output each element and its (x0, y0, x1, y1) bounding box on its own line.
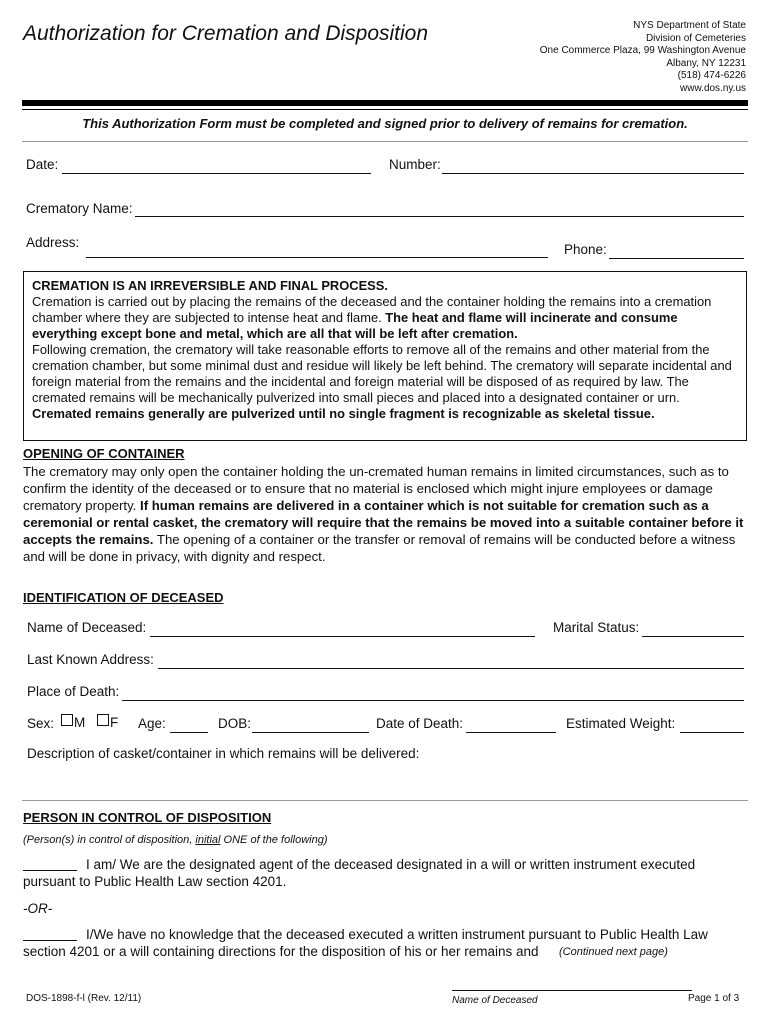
header-thin-rule (22, 109, 748, 110)
sex-male-option[interactable] (61, 714, 85, 730)
last-address-label: Last Known Address: (27, 652, 154, 667)
continued-note: (Continued next page) (559, 946, 668, 958)
warning-bold-text: Cremated remains generally are pulverized until no single fragment is recognizable as skeletal tissue. (32, 406, 655, 421)
number-field[interactable] (442, 173, 744, 174)
date-of-death-field[interactable] (466, 732, 556, 733)
phone-field[interactable] (609, 258, 744, 259)
estimated-weight-field[interactable] (680, 732, 744, 733)
date-label: Date: (26, 157, 59, 172)
option-1-text: I am/ We are the designated agent of the deceased designated in a will or written instrument executed (86, 857, 696, 872)
sex-label: Sex: (27, 716, 55, 731)
opening-paragraph (23, 463, 745, 565)
form-title: Authorization for Cremation and Disposition (23, 22, 429, 45)
sex-female-label: F (110, 715, 119, 730)
phone-label: Phone: (564, 242, 607, 257)
number-label: Number: (389, 157, 441, 172)
warning-paragraph: Cremation is carried out by placing the remains of the deceased and the container holding the remains into a cremation chamber where they are subjected to intense heat and flame. (32, 294, 712, 325)
form-id: DOS-1898-f-l (Rev. 12/11) (26, 993, 142, 1004)
place-of-death-field[interactable] (122, 700, 744, 701)
date-of-death-label: Date of Death: (376, 716, 464, 731)
place-of-death-label: Place of Death: (27, 684, 120, 699)
control-heading: PERSON IN CONTROL OF DISPOSITION (23, 810, 272, 825)
option-2-text-cont: section 4201 or a will containing directions for the disposition of his or her remains and (23, 944, 539, 959)
footer-name-field[interactable] (452, 990, 692, 991)
identification-heading: IDENTIFICATION OF DECEASED (23, 590, 224, 605)
divider (22, 141, 748, 142)
agency-line: Albany, NY 12231 (666, 57, 746, 69)
opening-bold-text: If human remains are delivered in a container which is not suitable for cremation such as a ceremonial or rental casket, the crematory will require that the remains be moved into a suitable container before it accepts the remains. (23, 498, 744, 547)
last-address-field[interactable] (158, 668, 744, 669)
page-number: Page 1 of 3 (688, 993, 740, 1004)
name-of-deceased-field[interactable] (150, 636, 535, 637)
opening-heading: OPENING OF CONTAINER (23, 446, 185, 461)
control-instructions: (Person(s) in control of disposition, initial ONE of the following) (23, 834, 328, 846)
initial-field-option-2[interactable] (23, 940, 77, 941)
warning-heading: CREMATION IS AN IRREVERSIBLE AND FINAL PROCESS. (32, 278, 388, 293)
agency-address-block (540, 20, 746, 96)
option-1-text-cont: pursuant to Public Health Law section 4201. (23, 874, 287, 889)
sex-female-option[interactable] (97, 714, 118, 730)
opening-text: The crematory may only open the container holding the un-cremated human remains in limited circumstances, such as to confirm the identity of the deceased or to ensure that no material is enclosed which might injure employees or damage crematory property. (23, 464, 729, 513)
dob-field[interactable] (252, 732, 369, 733)
crematory-name-field[interactable] (135, 216, 744, 217)
warning-bold-text: The heat and flame will incinerate and consume everything except bone and metal, which are all that will be left after cremation. (32, 310, 678, 341)
agency-line: NYS Department of State (633, 20, 746, 31)
address-label: Address: (26, 235, 80, 250)
estimated-weight-label: Estimated Weight: (566, 716, 676, 731)
address-field[interactable] (86, 257, 548, 258)
footer-name-label: Name of Deceased (452, 995, 538, 1006)
checkbox-male[interactable] (61, 714, 73, 726)
sex-male-label: M (74, 715, 86, 730)
agency-line: www.dos.ny.us (680, 82, 746, 94)
name-of-deceased-label: Name of Deceased: (27, 620, 147, 635)
age-label: Age: (138, 716, 166, 731)
checkbox-female[interactable] (97, 714, 109, 726)
dob-label: DOB: (218, 716, 252, 731)
authorization-notice: This Authorization Form must be completed and signed prior to delivery of remains for cremation. (82, 116, 688, 131)
agency-line: (518) 474-6226 (677, 70, 746, 82)
agency-line: Division of Cemeteries (645, 32, 746, 44)
or-separator: -OR- (23, 901, 53, 916)
crematory-name-label: Crematory Name: (26, 201, 133, 216)
date-field[interactable] (62, 173, 371, 174)
warning-paragraph: Following cremation, the crematory will take reasonable efforts to remove all of the remains and other material from the cremation chamber, but some minimal dust and residue will likely be left behind. The crematory will separate incidental and foreign material from the remains and the incidental and foreign material will be disposed of as required by law. The cremated remains will be mechanically pulverized into small pieces and placed into a designated container or urn. (32, 342, 732, 405)
age-field[interactable] (170, 732, 208, 733)
header-thick-rule (22, 100, 748, 106)
divider (22, 800, 748, 801)
warning-text (32, 278, 742, 422)
marital-status-label: Marital Status: (553, 620, 640, 635)
agency-line: One Commerce Plaza, 99 Washington Avenue (539, 45, 746, 57)
option-2-text: I/We have no knowledge that the deceased executed a written instrument pursuant to Public Health Law (86, 927, 708, 942)
casket-description-label: Description of casket/container in which remains will be delivered: (27, 746, 420, 761)
opening-text: The opening of a container or the transfer or removal of remains will be conducted before a witness and will be done in privacy, with dignity and respect. (23, 532, 736, 564)
initial-field-option-1[interactable] (23, 870, 77, 871)
marital-status-field[interactable] (642, 636, 744, 637)
